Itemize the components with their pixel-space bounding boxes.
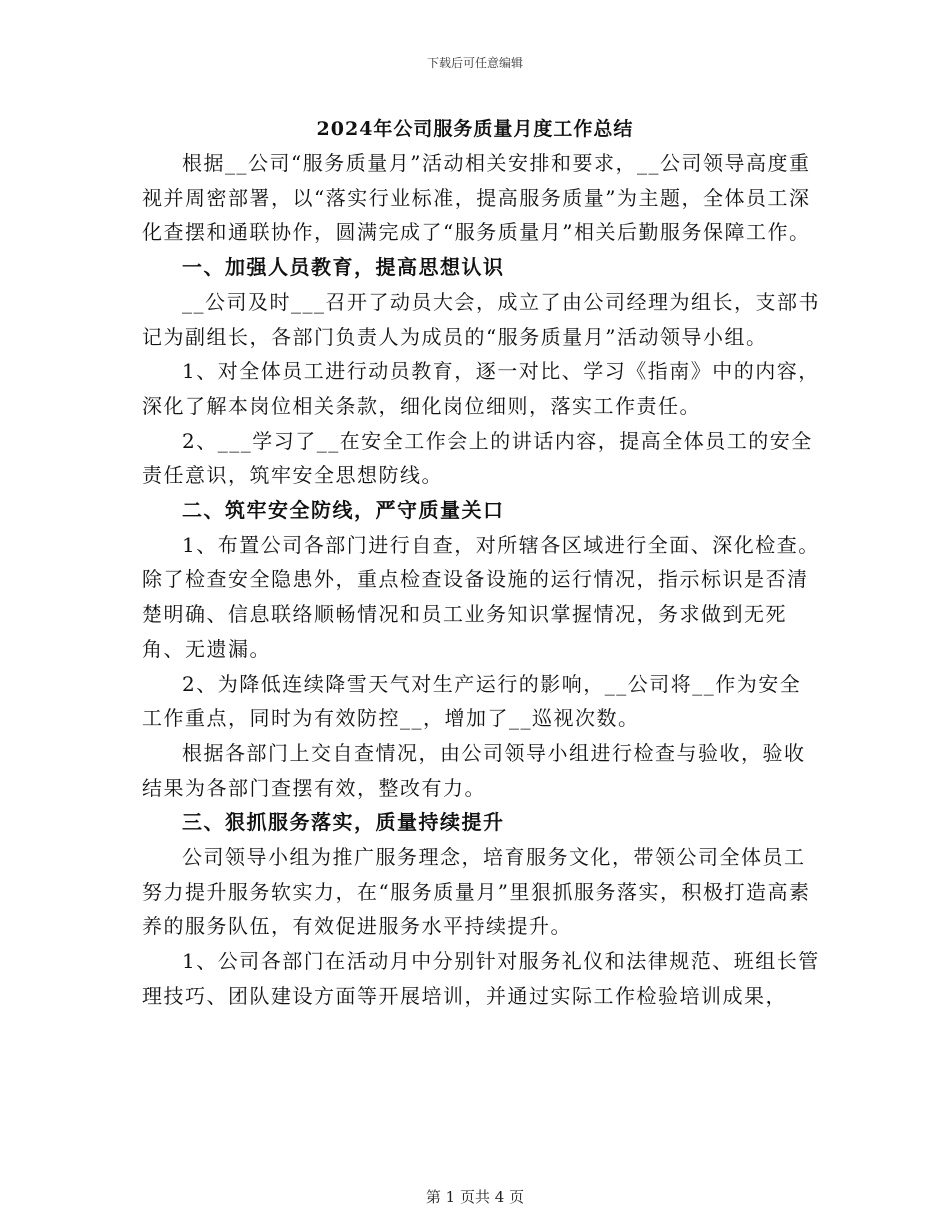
section-heading-1: 一、加强人员教育，提高思想认识	[182, 255, 505, 280]
section-3-paragraph: 公司领导小组为推广服务理念，培育服务文化，带领公司全体员工努力提升服务软实力，在“服务质量月”里狠抓服务落实，积极打造高素养的服务队伍，有效促进服务水平持续提升。	[142, 845, 811, 939]
section-heading-3: 三、狠抓服务落实，质量持续提升	[182, 810, 505, 835]
document-body	[142, 146, 822, 1014]
page-footer: 第 1 页共 4 页	[425, 1188, 525, 1206]
section-3-item-1: 1、公司各部门在活动月中分别针对服务礼仪和法律规范、班组长管理技巧、团队建设方面等开展培训，并通过实际工作检验培训成果，	[142, 949, 820, 1008]
section-1-item-2: 2、___学习了__在安全工作会上的讲话内容，提高全体员工的安全责任意识，筑牢安全思想防线。	[142, 428, 813, 488]
document-title: 2024年公司服务质量月度工作总结	[316, 118, 634, 140]
section-2-item-2: 2、为降低连续降雪天气对生产运行的影响，__公司将__作为安全工作重点，同时为有效防控__，增加了__巡视次数。	[142, 671, 802, 731]
page-header: 下载后可任意编辑	[426, 56, 523, 70]
section-1-paragraph: __公司及时___召开了动员大会，成立了由公司经理为组长，支部书记为副组长，各部门负责人为成员的“服务质量月”活动领导小组。	[142, 289, 820, 349]
section-2-item-1: 1、布置公司各部门进行自查，对所辖各区域进行全面、深化检查。除了检查安全隐患外，重点检查设备设施的运行情况，指示标识是否清楚明确、信息联络顺畅情况和员工业务知识掌握情况，务求做到无死角、无遗漏。	[142, 532, 820, 661]
section-2-paragraph: 根据各部门上交自查情况，由公司领导小组进行检查与验收，验收结果为各部门查摆有效，整改有力。	[142, 740, 806, 800]
intro-paragraph: 根据__公司“服务质量月”活动相关安排和要求，__公司领导高度重视并周密部署，以“落实行业标准，提高服务质量”为主题，全体员工深化查摆和通联协作，圆满完成了“服务质量月”相关后勤服务保障工作。	[142, 151, 811, 245]
section-1-item-1: 1、对全体员工进行动员教育，逐一对比、学习《指南》中的内容，深化了解本岗位相关条款，细化岗位细则，落实工作责任。	[142, 359, 820, 418]
section-heading-2: 二、筑牢安全防线，严守质量关口	[182, 498, 505, 523]
